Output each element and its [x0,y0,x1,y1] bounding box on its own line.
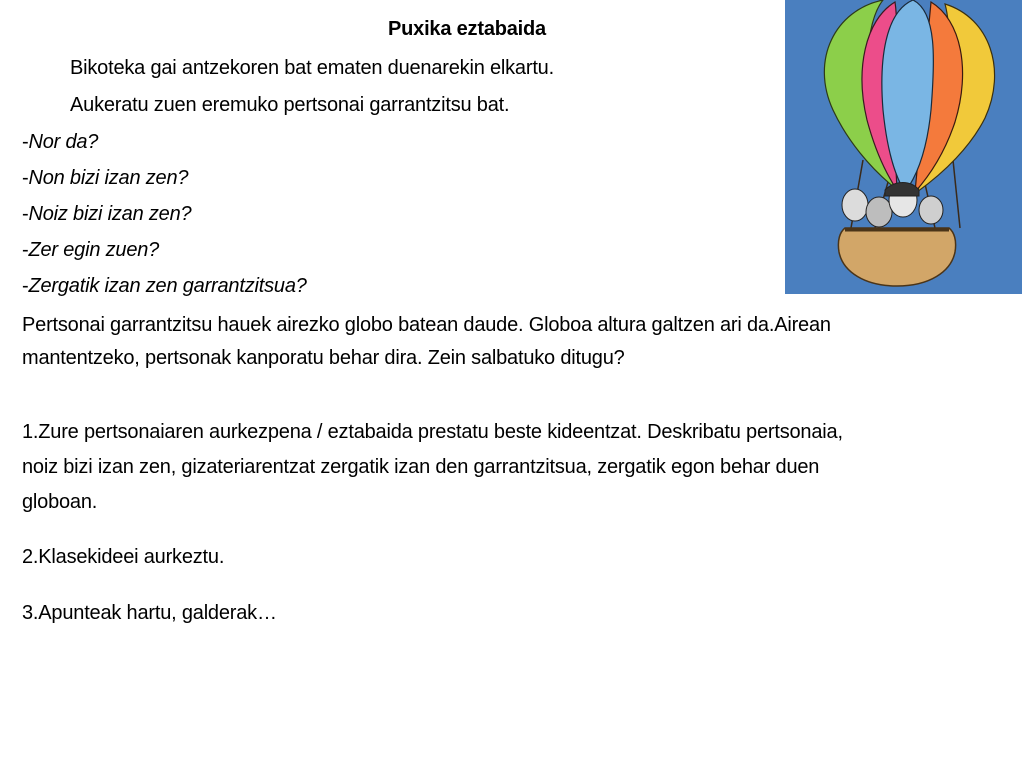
intro-line: Bikoteka gai antzekoren bat ematen duenarekin elkartu. [70,57,554,79]
question-dash: - [22,131,29,153]
task-1-line: noiz bizi izan zen, gizateriarentzat zergatik izan den garrantzitsua, zergatik egon behar duen [22,456,820,478]
question-item [22,238,159,262]
question-text: Noiz bizi izan zen? [28,203,192,225]
task-1-line: 1.Zure pertsonaiaren aurkezpena / eztabaida prestatu beste kideentzat. Deskribatu pertsonaia, [22,421,843,443]
hot-air-balloon-illustration [785,0,1022,294]
question-item [22,274,307,298]
scenario-line: mantentzeko, pertsonak kanporatu behar dira. Zein salbatuko ditugu? [22,347,625,369]
question-item [22,166,188,190]
question-text: Zer egin zuen? [28,239,160,261]
task-2: 2.Klasekideei aurkeztu. [22,546,225,568]
question-dash: - [22,275,29,297]
question-dash: - [22,203,29,225]
task-3: 3.Apunteak hartu, galderak… [22,602,277,624]
task-1-line: globoan. [22,491,98,513]
question-item [22,202,191,226]
hot-air-balloon-icon [785,0,1022,294]
question-dash: - [22,239,29,261]
question-dash: - [22,167,29,189]
page-title: Puxika eztabaida [388,18,546,40]
intro-line: Aukeratu zuen eremuko pertsonai garrantzitsu bat. [70,94,510,116]
question-text: Nor da? [28,131,99,153]
question-text: Non bizi izan zen? [28,167,189,189]
question-item [22,130,98,154]
question-text: Zergatik izan zen garrantzitsua? [28,275,307,297]
scenario-line: Pertsonai garrantzitsu hauek airezko globo batean daude. Globoa altura galtzen ari da.Airean [22,314,831,336]
